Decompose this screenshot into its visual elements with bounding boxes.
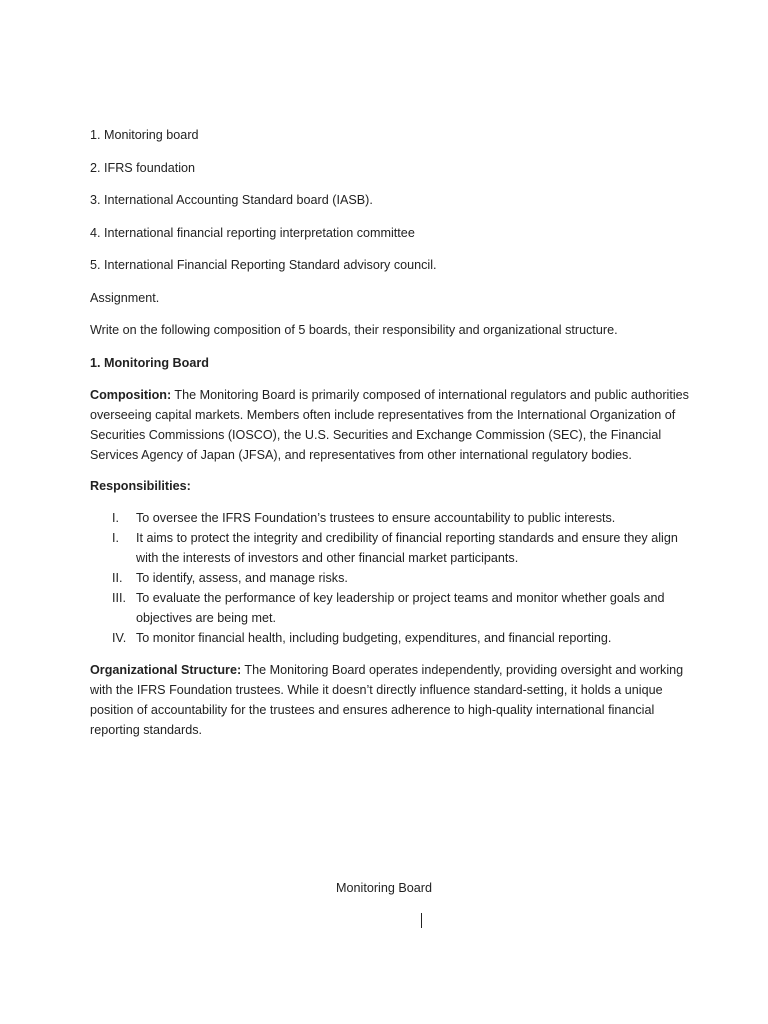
list-item-number: II. — [112, 571, 123, 585]
list-item-text: To monitor financial health, including budgeting, expenditures, and financial reporting. — [136, 631, 612, 645]
list-item-number: I. — [112, 531, 119, 545]
list-item — [90, 528, 690, 568]
org-structure-paragraph — [90, 660, 690, 740]
list-item-number: IV. — [112, 631, 127, 645]
toc-list — [90, 126, 690, 274]
list-item — [90, 588, 690, 628]
toc-item: 4. International financial reporting interpretation committee — [90, 225, 415, 240]
text-cursor — [421, 913, 422, 928]
org-chart-title: Monitoring Board — [336, 881, 432, 895]
responsibilities-list — [90, 508, 690, 648]
composition-paragraph — [90, 385, 690, 465]
org-structure-label: Organizational Structure: — [90, 663, 242, 677]
list-item-text: It aims to protect the integrity and credibility of financial reporting standards and ensure they align with the interests of investors and other financial market participants. — [136, 531, 678, 565]
toc-item: 2. IFRS foundation — [90, 160, 196, 175]
toc-item: 3. International Accounting Standard board (IASB). — [90, 193, 373, 207]
org-structure-text: The Monitoring Board operates independently, providing oversight and working with the IFRS Foundation trustees. While it doesn’t directly influence standard-setting, it holds a unique position of accountability for the trustees and ensures adherence to high-quality international financial reporting standards. — [90, 663, 684, 737]
list-item-number: I. — [112, 511, 119, 525]
list-item-number: III. — [112, 591, 126, 605]
assignment-label: Assignment. — [90, 290, 160, 305]
list-item — [90, 508, 690, 528]
list-item — [90, 568, 690, 588]
assignment-text: Write on the following composition of 5 boards, their responsibility and organizational structure. — [90, 323, 618, 337]
document-body — [90, 126, 690, 753]
list-item — [90, 628, 690, 648]
composition-text: The Monitoring Board is primarily composed of international regulators and public authorities overseeing capital markets. Members often include representatives from the International Organization of Securities Commissions (IOSCO), the U.S. Securities and Exchange Commission (SEC), the Financial Services Agency of Japan (JFSA), and representatives from other international regulatory bodies. — [90, 387, 689, 462]
list-item-text: To evaluate the performance of key leadership or project teams and monitor whether goals and objectives are being met. — [136, 591, 665, 625]
composition-label: Composition: — [90, 387, 172, 402]
list-item-text: To oversee the IFRS Foundation’s trustees to ensure accountability to public interests. — [136, 511, 616, 525]
responsibilities-label: Responsibilities: — [90, 479, 191, 493]
toc-item: 1. Monitoring board — [90, 128, 199, 142]
section-heading: 1. Monitoring Board — [90, 355, 209, 370]
list-item-text: To identify, assess, and manage risks. — [136, 571, 348, 585]
toc-item: 5. International Financial Reporting Standard advisory council. — [90, 258, 437, 272]
